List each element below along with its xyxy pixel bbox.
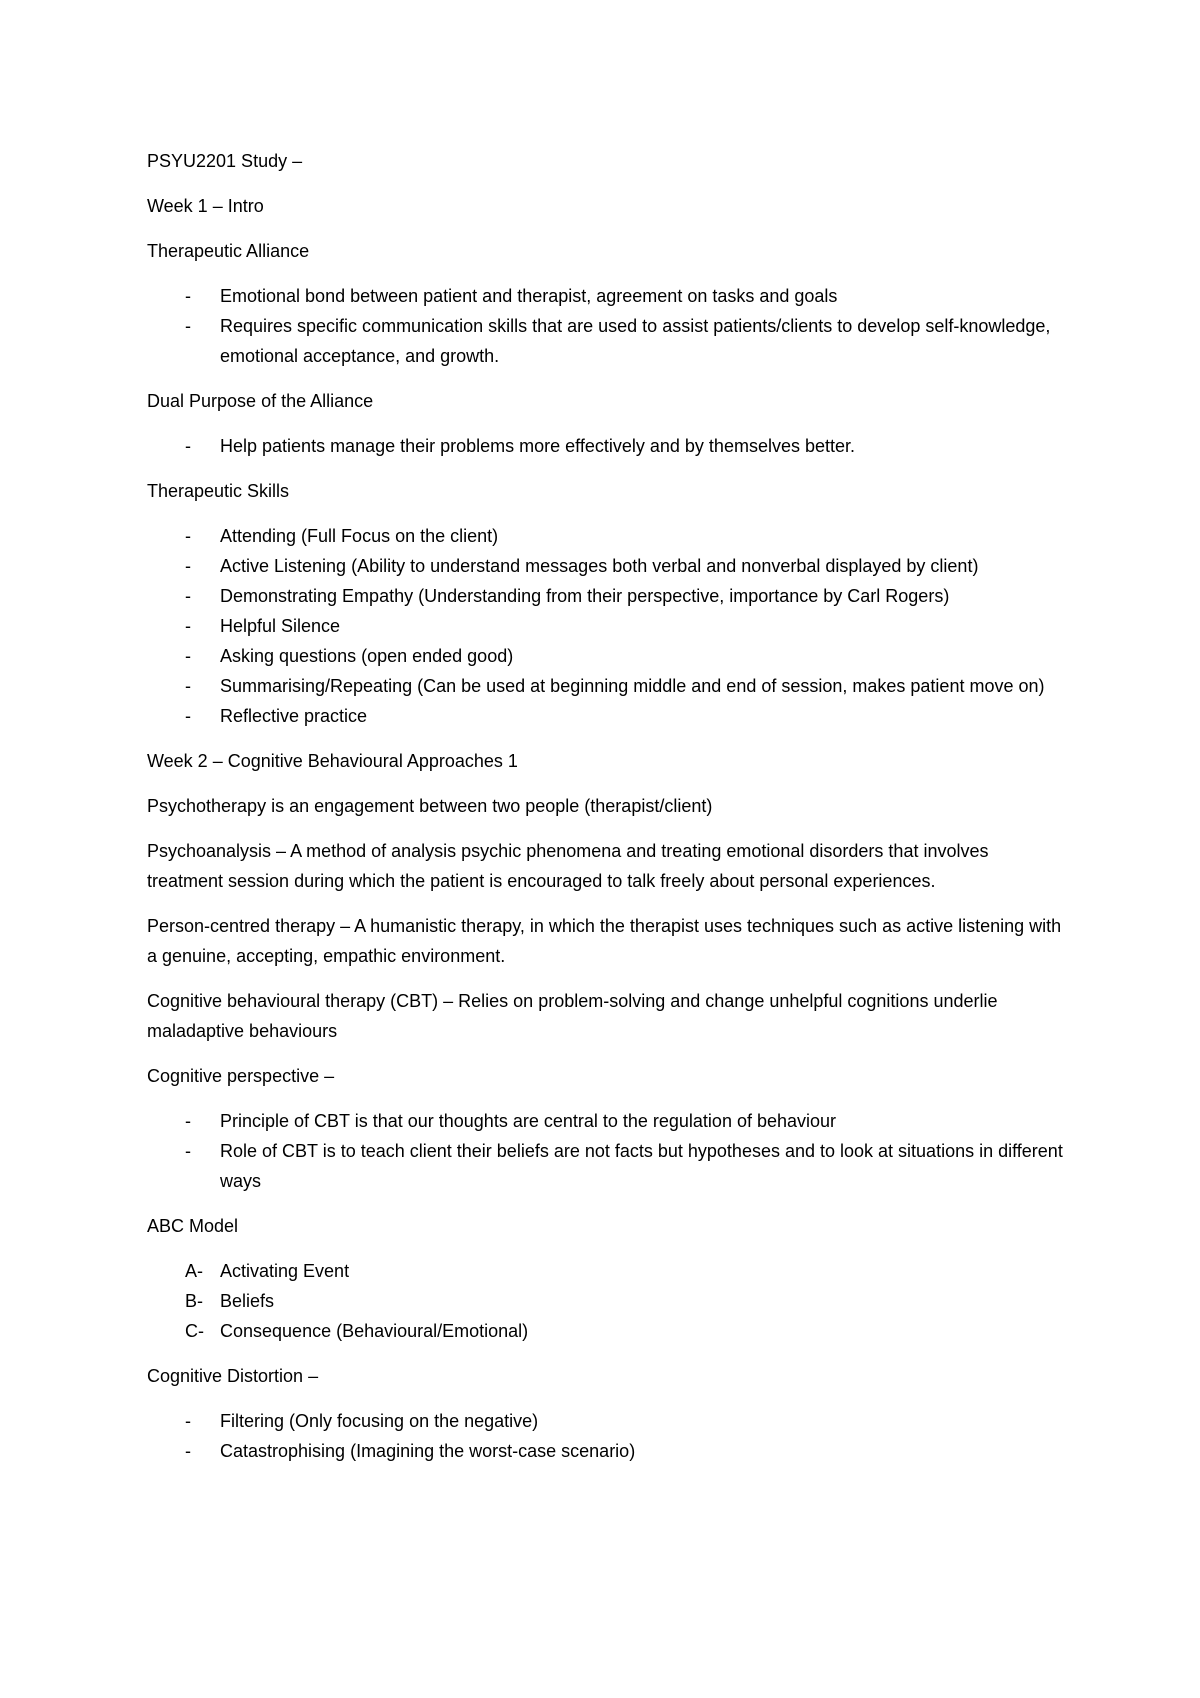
skills-list [147, 521, 1067, 731]
list-item-text: Consequence (Behavioural/Emotional) [220, 1321, 529, 1341]
list-item-text: Beliefs [220, 1291, 275, 1311]
letter-marker: A- [185, 1261, 203, 1281]
list-item-text: Active Listening (Ability to understand messages both verbal and nonverbal displayed by client) [220, 556, 979, 576]
list-item-text: Summarising/Repeating (Can be used at beginning middle and end of session, makes patient move on) [220, 676, 1045, 696]
abc-heading: ABC Model [147, 1216, 239, 1236]
list-item [147, 1406, 1067, 1436]
psychoanalysis-paragraph: Psychoanalysis – A method of analysis psychic phenomena and treating emotional disorders that involves treatment session during which the patient is encouraged to talk freely about personal experiences. [147, 841, 989, 891]
dash-marker: - [185, 436, 191, 456]
list-item [147, 1436, 1067, 1466]
cognitive-perspective-heading: Cognitive perspective – [147, 1066, 335, 1086]
document-body [147, 146, 1067, 1481]
list-item [147, 1136, 1067, 1196]
list-item-text: Requires specific communication skills that are used to assist patients/clients to develop self-knowledge, emotional acceptance, and growth. [220, 316, 1051, 366]
dash-marker: - [185, 316, 191, 336]
skills-heading: Therapeutic Skills [147, 481, 290, 501]
list-item-text: Demonstrating Empathy (Understanding from their perspective, importance by Carl Rogers) [220, 586, 950, 606]
list-item [147, 431, 1067, 461]
list-item [147, 1106, 1067, 1136]
list-item-text: Reflective practice [220, 706, 368, 726]
list-item-text: Attending (Full Focus on the client) [220, 526, 499, 546]
cognitive-perspective-list [147, 1106, 1067, 1196]
list-item [147, 1256, 1067, 1286]
dash-marker: - [185, 286, 191, 306]
document-title: PSYU2201 Study – [147, 151, 303, 171]
list-item-text: Help patients manage their problems more effectively and by themselves better. [220, 436, 856, 456]
list-item [147, 281, 1067, 311]
list-item [147, 611, 1067, 641]
dash-marker: - [185, 706, 191, 726]
list-item-text: Activating Event [220, 1261, 350, 1281]
dual-purpose-list [147, 431, 1067, 461]
dash-marker: - [185, 526, 191, 546]
list-item-text: Catastrophising (Imagining the worst-case scenario) [220, 1441, 636, 1461]
alliance-heading: Therapeutic Alliance [147, 241, 310, 261]
week1-heading: Week 1 – Intro [147, 196, 264, 216]
list-item-text: Emotional bond between patient and therapist, agreement on tasks and goals [220, 286, 838, 306]
cbt-paragraph: Cognitive behavioural therapy (CBT) – Relies on problem-solving and change unhelpful cognitions underlie maladaptive behaviours [147, 991, 998, 1041]
letter-marker: B- [185, 1291, 203, 1311]
list-item-text: Helpful Silence [220, 616, 341, 636]
dash-marker: - [185, 1111, 191, 1131]
list-item-text: Role of CBT is to teach client their beliefs are not facts but hypotheses and to look at situations in different ways [220, 1141, 1063, 1191]
list-item-text: Asking questions (open ended good) [220, 646, 514, 666]
list-item-text: Filtering (Only focusing on the negative) [220, 1411, 539, 1431]
alliance-list [147, 281, 1067, 371]
dash-marker: - [185, 1411, 191, 1431]
dash-marker: - [185, 586, 191, 606]
abc-list [147, 1256, 1067, 1346]
list-item [147, 701, 1067, 731]
dash-marker: - [185, 1441, 191, 1461]
distortion-list [147, 1406, 1067, 1466]
dash-marker: - [185, 616, 191, 636]
dash-marker: - [185, 1141, 191, 1161]
dash-marker: - [185, 556, 191, 576]
psychotherapy-paragraph: Psychotherapy is an engagement between two people (therapist/client) [147, 796, 713, 816]
list-item [147, 671, 1067, 701]
list-item [147, 521, 1067, 551]
list-item [147, 1286, 1067, 1316]
list-item [147, 1316, 1067, 1346]
list-item [147, 581, 1067, 611]
list-item [147, 641, 1067, 671]
list-item-text: Principle of CBT is that our thoughts are central to the regulation of behaviour [220, 1111, 837, 1131]
week2-heading: Week 2 – Cognitive Behavioural Approaches 1 [147, 751, 518, 771]
list-item [147, 551, 1067, 581]
dash-marker: - [185, 646, 191, 666]
letter-marker: C- [185, 1321, 204, 1341]
dash-marker: - [185, 676, 191, 696]
list-item [147, 311, 1067, 371]
distortion-heading: Cognitive Distortion – [147, 1366, 319, 1386]
person-centred-paragraph: Person-centred therapy – A humanistic therapy, in which the therapist uses techniques such as active listening with a genuine, accepting, empathic environment. [147, 916, 1062, 966]
dual-purpose-heading: Dual Purpose of the Alliance [147, 391, 374, 411]
